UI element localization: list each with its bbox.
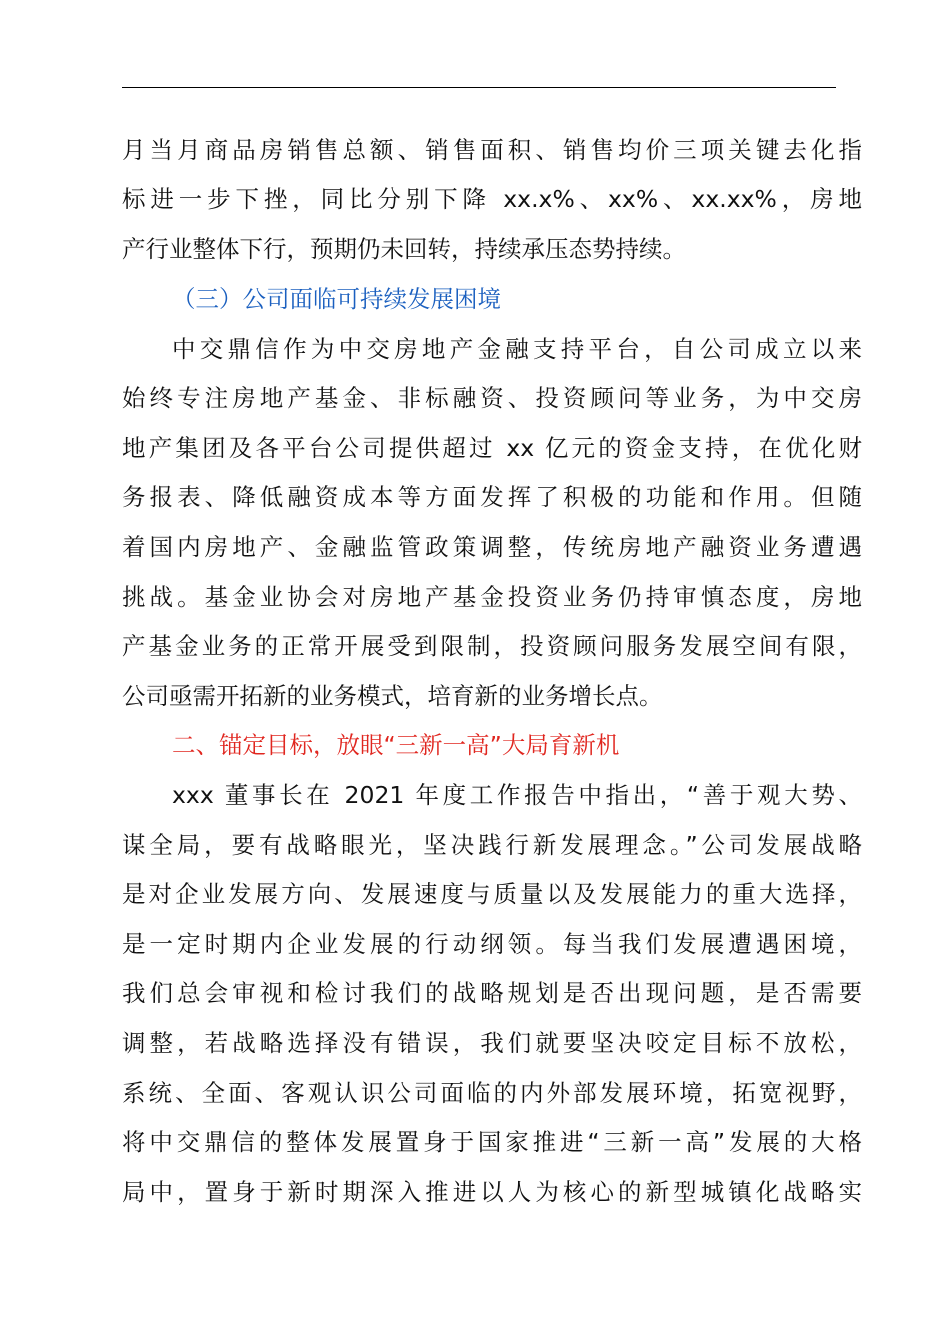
paragraph-line: 地产集团及各平台公司提供超过 xx 亿元的资金支持，在优化财 xyxy=(122,434,862,462)
paragraph-line: 调整，若战略选择没有错误，我们就要坚决咬定目标不放松， xyxy=(122,1029,862,1057)
paragraph-line: 标进一步下挫，同比分别下降 xx.x%、xx%、xx.xx%，房地 xyxy=(122,185,862,213)
paragraph-line: 务报表、降低融资成本等方面发挥了积极的功能和作用。但随 xyxy=(122,483,862,511)
paragraph-line: 系统、全面、客观认识公司面临的内外部发展环境，拓宽视野， xyxy=(122,1079,862,1107)
section-heading: 二、锚定目标，放眼“三新一高”大局育新机 xyxy=(172,731,620,759)
paragraph-line: 月当月商品房销售总额、销售面积、销售均价三项关键去化指 xyxy=(122,136,862,164)
paragraph-line: 始终专注房地产基金、非标融资、投资顾问等业务，为中交房 xyxy=(122,384,862,412)
paragraph-line: 是一定时期内企业发展的行动纲领。每当我们发展遭遇困境， xyxy=(122,930,862,958)
header-rule xyxy=(122,87,836,88)
paragraph-line: 局中，置身于新时期深入推进以人为核心的新型城镇化战略实 xyxy=(122,1178,862,1206)
paragraph-line: 产基金业务的正常开展受到限制，投资顾问服务发展空间有限， xyxy=(122,632,862,660)
paragraph-line: 我们总会审视和检讨我们的战略规划是否出现问题，是否需要 xyxy=(122,979,862,1007)
paragraph-line: 挑战。基金业协会对房地产基金投资业务仍持审慎态度，房地 xyxy=(122,583,862,611)
paragraph-line: 谋全局，要有战略眼光，坚决践行新发展理念。”公司发展战略 xyxy=(122,831,862,859)
paragraph-line: 将中交鼎信的整体发展置身于国家推进“三新一高”发展的大格 xyxy=(122,1128,862,1156)
paragraph-line: 产行业整体下行，预期仍未回转，持续承压态势持续。 xyxy=(122,235,686,263)
paragraph-line: 是对企业发展方向、发展速度与质量以及发展能力的重大选择， xyxy=(122,880,862,908)
paragraph-line: 中交鼎信作为中交房地产金融支持平台，自公司成立以来 xyxy=(172,335,862,363)
section-subheading: （三）公司面临可持续发展困境 xyxy=(172,285,501,313)
paragraph-line: xxx 董事长在 2021 年度工作报告中指出，“善于观大势、 xyxy=(172,781,862,809)
paragraph-line: 着国内房地产、金融监管政策调整，传统房地产融资业务遭遇 xyxy=(122,533,862,561)
paragraph-line: 公司亟需开拓新的业务模式，培育新的业务增长点。 xyxy=(122,682,663,710)
